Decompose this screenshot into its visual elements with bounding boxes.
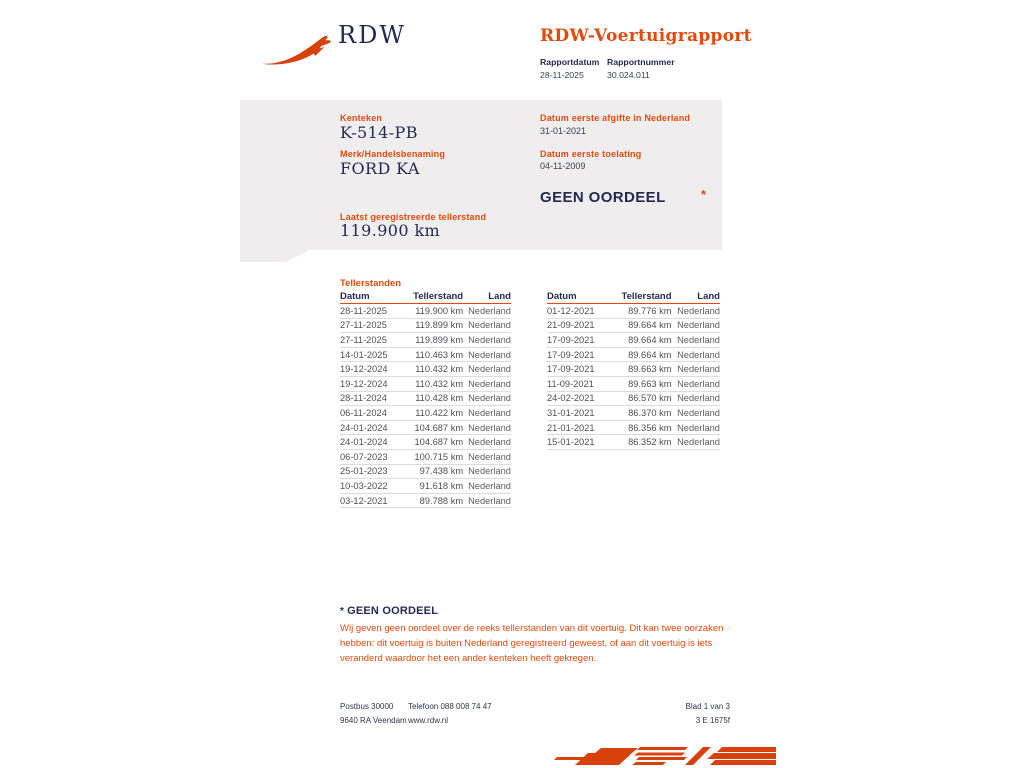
footnote-body: Wij geven geen oordeel over de reeks tellerstanden van dit voertuig. Dit kan twee oorzaken hebben: dit voertuig is buiten Nederland geregistreerd geweest, of aan dit voertuig is iets veranderd waardoor het een ander kenteken heeft gekregen. <box>340 623 724 664</box>
tables-title: Tellerstanden <box>340 278 402 289</box>
cell-tellerstand: 119.900 km <box>415 305 464 316</box>
cell-land: Nederland <box>677 305 720 316</box>
cell-datum: 25-01-2023 <box>340 466 388 477</box>
footnote-title: GEEN OORDEEL <box>347 605 439 617</box>
cell-land: Nederland <box>468 451 511 462</box>
table-row <box>340 348 511 363</box>
table-header-row <box>547 291 720 304</box>
table-row <box>547 348 720 363</box>
table-row <box>547 319 720 334</box>
col-header-tellerstand: Tellerstand <box>621 291 672 302</box>
afgifte-label: Datum eerste afgifte in Nederland <box>540 113 691 123</box>
table-row <box>340 465 511 480</box>
cell-tellerstand: 110.428 km <box>415 393 464 404</box>
merk-value: FORD KA <box>340 159 420 178</box>
cell-land: Nederland <box>677 407 720 418</box>
cell-land: Nederland <box>468 378 511 389</box>
cell-tellerstand: 97.438 km <box>419 466 464 477</box>
vehicle-summary-box <box>240 100 722 262</box>
page-title: RDW-Voertuigrapport <box>540 26 752 46</box>
report-number-label: Rapportnummer <box>607 57 675 67</box>
table-row <box>547 362 720 377</box>
footer-phone: Telefoon 088 008 74 47 <box>408 702 492 711</box>
cell-datum: 24-01-2024 <box>340 422 388 433</box>
cell-land: Nederland <box>468 364 511 375</box>
cell-tellerstand: 104.687 km <box>414 422 464 433</box>
table-row <box>547 333 720 348</box>
table-row <box>340 435 511 450</box>
cell-datum: 31-01-2021 <box>547 407 595 418</box>
report-number-value: 30.024.011 <box>607 70 650 80</box>
cell-tellerstand: 86.356 km <box>628 422 672 433</box>
merk-label: Merk/Handelsbenaming <box>340 149 446 159</box>
table-row <box>340 479 511 494</box>
cell-land: Nederland <box>468 407 511 418</box>
cell-land: Nederland <box>468 480 511 491</box>
cell-datum: 24-02-2021 <box>547 393 595 404</box>
tellerstand-value: 119.900 km <box>340 221 441 240</box>
table-row <box>547 406 720 421</box>
table-row <box>340 377 511 392</box>
report-date-block <box>540 56 599 81</box>
report-date-value: 28-11-2025 <box>540 70 584 80</box>
cell-land: Nederland <box>677 320 720 331</box>
cell-land: Nederland <box>677 393 720 404</box>
footer-address <box>340 700 407 728</box>
col-header-datum: Datum <box>340 291 370 302</box>
table-row <box>340 304 511 319</box>
cell-tellerstand: 119.899 km <box>415 334 464 345</box>
table-row <box>340 319 511 334</box>
table-row <box>547 435 720 450</box>
cell-datum: 01-12-2021 <box>547 305 595 316</box>
cell-land: Nederland <box>468 334 511 345</box>
cell-land: Nederland <box>677 349 720 360</box>
odometer-table-right <box>547 291 720 450</box>
footnote-heading <box>340 605 438 617</box>
table-header-row <box>340 291 511 304</box>
toelating-value: 04-11-2009 <box>540 161 586 171</box>
cell-tellerstand: 89.664 km <box>628 320 672 331</box>
cell-datum: 03-12-2021 <box>340 495 388 506</box>
cell-datum: 06-07-2023 <box>340 451 388 462</box>
cell-land: Nederland <box>677 334 720 345</box>
table-row <box>340 406 511 421</box>
cell-datum: 06-11-2024 <box>340 407 387 418</box>
cell-datum: 27-11-2025 <box>340 334 387 345</box>
cell-tellerstand: 89.664 km <box>628 349 672 360</box>
cell-tellerstand: 89.776 km <box>628 305 672 316</box>
cell-datum: 17-09-2021 <box>547 364 595 375</box>
col-header-tellerstand: Tellerstand <box>413 291 464 302</box>
cell-datum: 17-09-2021 <box>547 349 595 360</box>
cell-datum: 21-01-2021 <box>547 422 595 433</box>
cell-datum: 21-09-2021 <box>547 320 595 331</box>
tellerstand-label: Laatst geregistreerde tellerstand <box>340 212 487 222</box>
table-row <box>340 362 511 377</box>
cell-tellerstand: 110.432 km <box>415 378 464 389</box>
report-date-label: Rapportdatum <box>540 57 600 67</box>
cell-land: Nederland <box>468 422 511 433</box>
footnote-asterisk: * <box>340 606 345 617</box>
cell-tellerstand: 89.788 km <box>419 495 464 506</box>
col-header-land: Land <box>488 291 511 302</box>
cell-tellerstand: 104.687 km <box>414 437 464 448</box>
cell-datum: 15-01-2021 <box>547 437 595 448</box>
cell-tellerstand: 86.570 km <box>628 393 672 404</box>
cell-land: Nederland <box>677 364 720 375</box>
footer-form-code: 3 E 1675f <box>695 716 730 725</box>
col-header-datum: Datum <box>547 291 577 302</box>
table-row <box>547 421 720 436</box>
kenteken-label: Kenteken <box>340 113 383 123</box>
toelating-label: Datum eerste toelating <box>540 149 642 159</box>
footer-pageinfo <box>630 700 730 728</box>
oordeel-asterisk: * <box>701 187 707 202</box>
cell-datum: 14-01-2025 <box>340 349 388 360</box>
cell-datum: 28-11-2024 <box>340 393 387 404</box>
cell-tellerstand: 89.664 km <box>628 334 672 345</box>
cell-land: Nederland <box>468 305 511 316</box>
cell-datum: 27-11-2025 <box>340 320 387 331</box>
cell-land: Nederland <box>468 349 511 360</box>
cell-tellerstand: 110.422 km <box>415 407 464 418</box>
cell-tellerstand: 110.432 km <box>415 364 464 375</box>
cell-land: Nederland <box>677 422 720 433</box>
cell-datum: 19-12-2024 <box>340 364 388 375</box>
table-row <box>340 392 511 407</box>
footer-city: 9640 RA Veendam <box>340 716 407 725</box>
footer-postbus: Postbus 30000 <box>340 702 394 711</box>
decorative-stripes-graphic <box>552 738 776 768</box>
cell-tellerstand: 89.663 km <box>628 364 672 375</box>
table-row <box>340 494 511 509</box>
cell-datum: 19-12-2024 <box>340 378 388 389</box>
report-number-block <box>607 56 675 81</box>
rdw-bird-logo-icon <box>257 25 335 71</box>
table-row <box>547 304 720 319</box>
cell-land: Nederland <box>468 495 511 506</box>
oordeel-status: GEEN OORDEEL <box>540 189 666 206</box>
table-row <box>547 377 720 392</box>
cell-tellerstand: 86.352 km <box>628 437 672 448</box>
odometer-table-left <box>340 291 511 508</box>
cell-land: Nederland <box>468 466 511 477</box>
afgifte-value: 31-01-2021 <box>540 126 587 136</box>
cell-land: Nederland <box>468 393 511 404</box>
cell-tellerstand: 86.370 km <box>628 407 672 418</box>
cell-datum: 11-09-2021 <box>547 378 594 389</box>
col-header-land: Land <box>697 291 720 302</box>
rdw-logo-text: RDW <box>338 21 406 49</box>
table-row <box>340 450 511 465</box>
cell-land: Nederland <box>677 437 720 448</box>
cell-tellerstand: 119.899 km <box>415 320 464 331</box>
table-row <box>340 333 511 348</box>
cell-tellerstand: 100.715 km <box>414 451 464 462</box>
cell-tellerstand: 91.618 km <box>419 480 464 491</box>
cell-datum: 28-11-2025 <box>340 305 387 316</box>
table-row <box>340 421 511 436</box>
footer-website: www.rdw.nl <box>408 716 449 725</box>
footer-contact <box>408 700 492 728</box>
table-row <box>547 392 720 407</box>
cell-tellerstand: 110.463 km <box>415 349 464 360</box>
cell-datum: 24-01-2024 <box>340 437 388 448</box>
cell-land: Nederland <box>677 378 720 389</box>
cell-land: Nederland <box>468 437 511 448</box>
cell-datum: 17-09-2021 <box>547 334 595 345</box>
kenteken-value: K-514-PB <box>340 123 418 142</box>
cell-land: Nederland <box>468 320 511 331</box>
cell-tellerstand: 89.663 km <box>628 378 672 389</box>
footer-page-number: Blad 1 van 3 <box>685 702 730 711</box>
cell-datum: 10-03-2022 <box>340 480 388 491</box>
